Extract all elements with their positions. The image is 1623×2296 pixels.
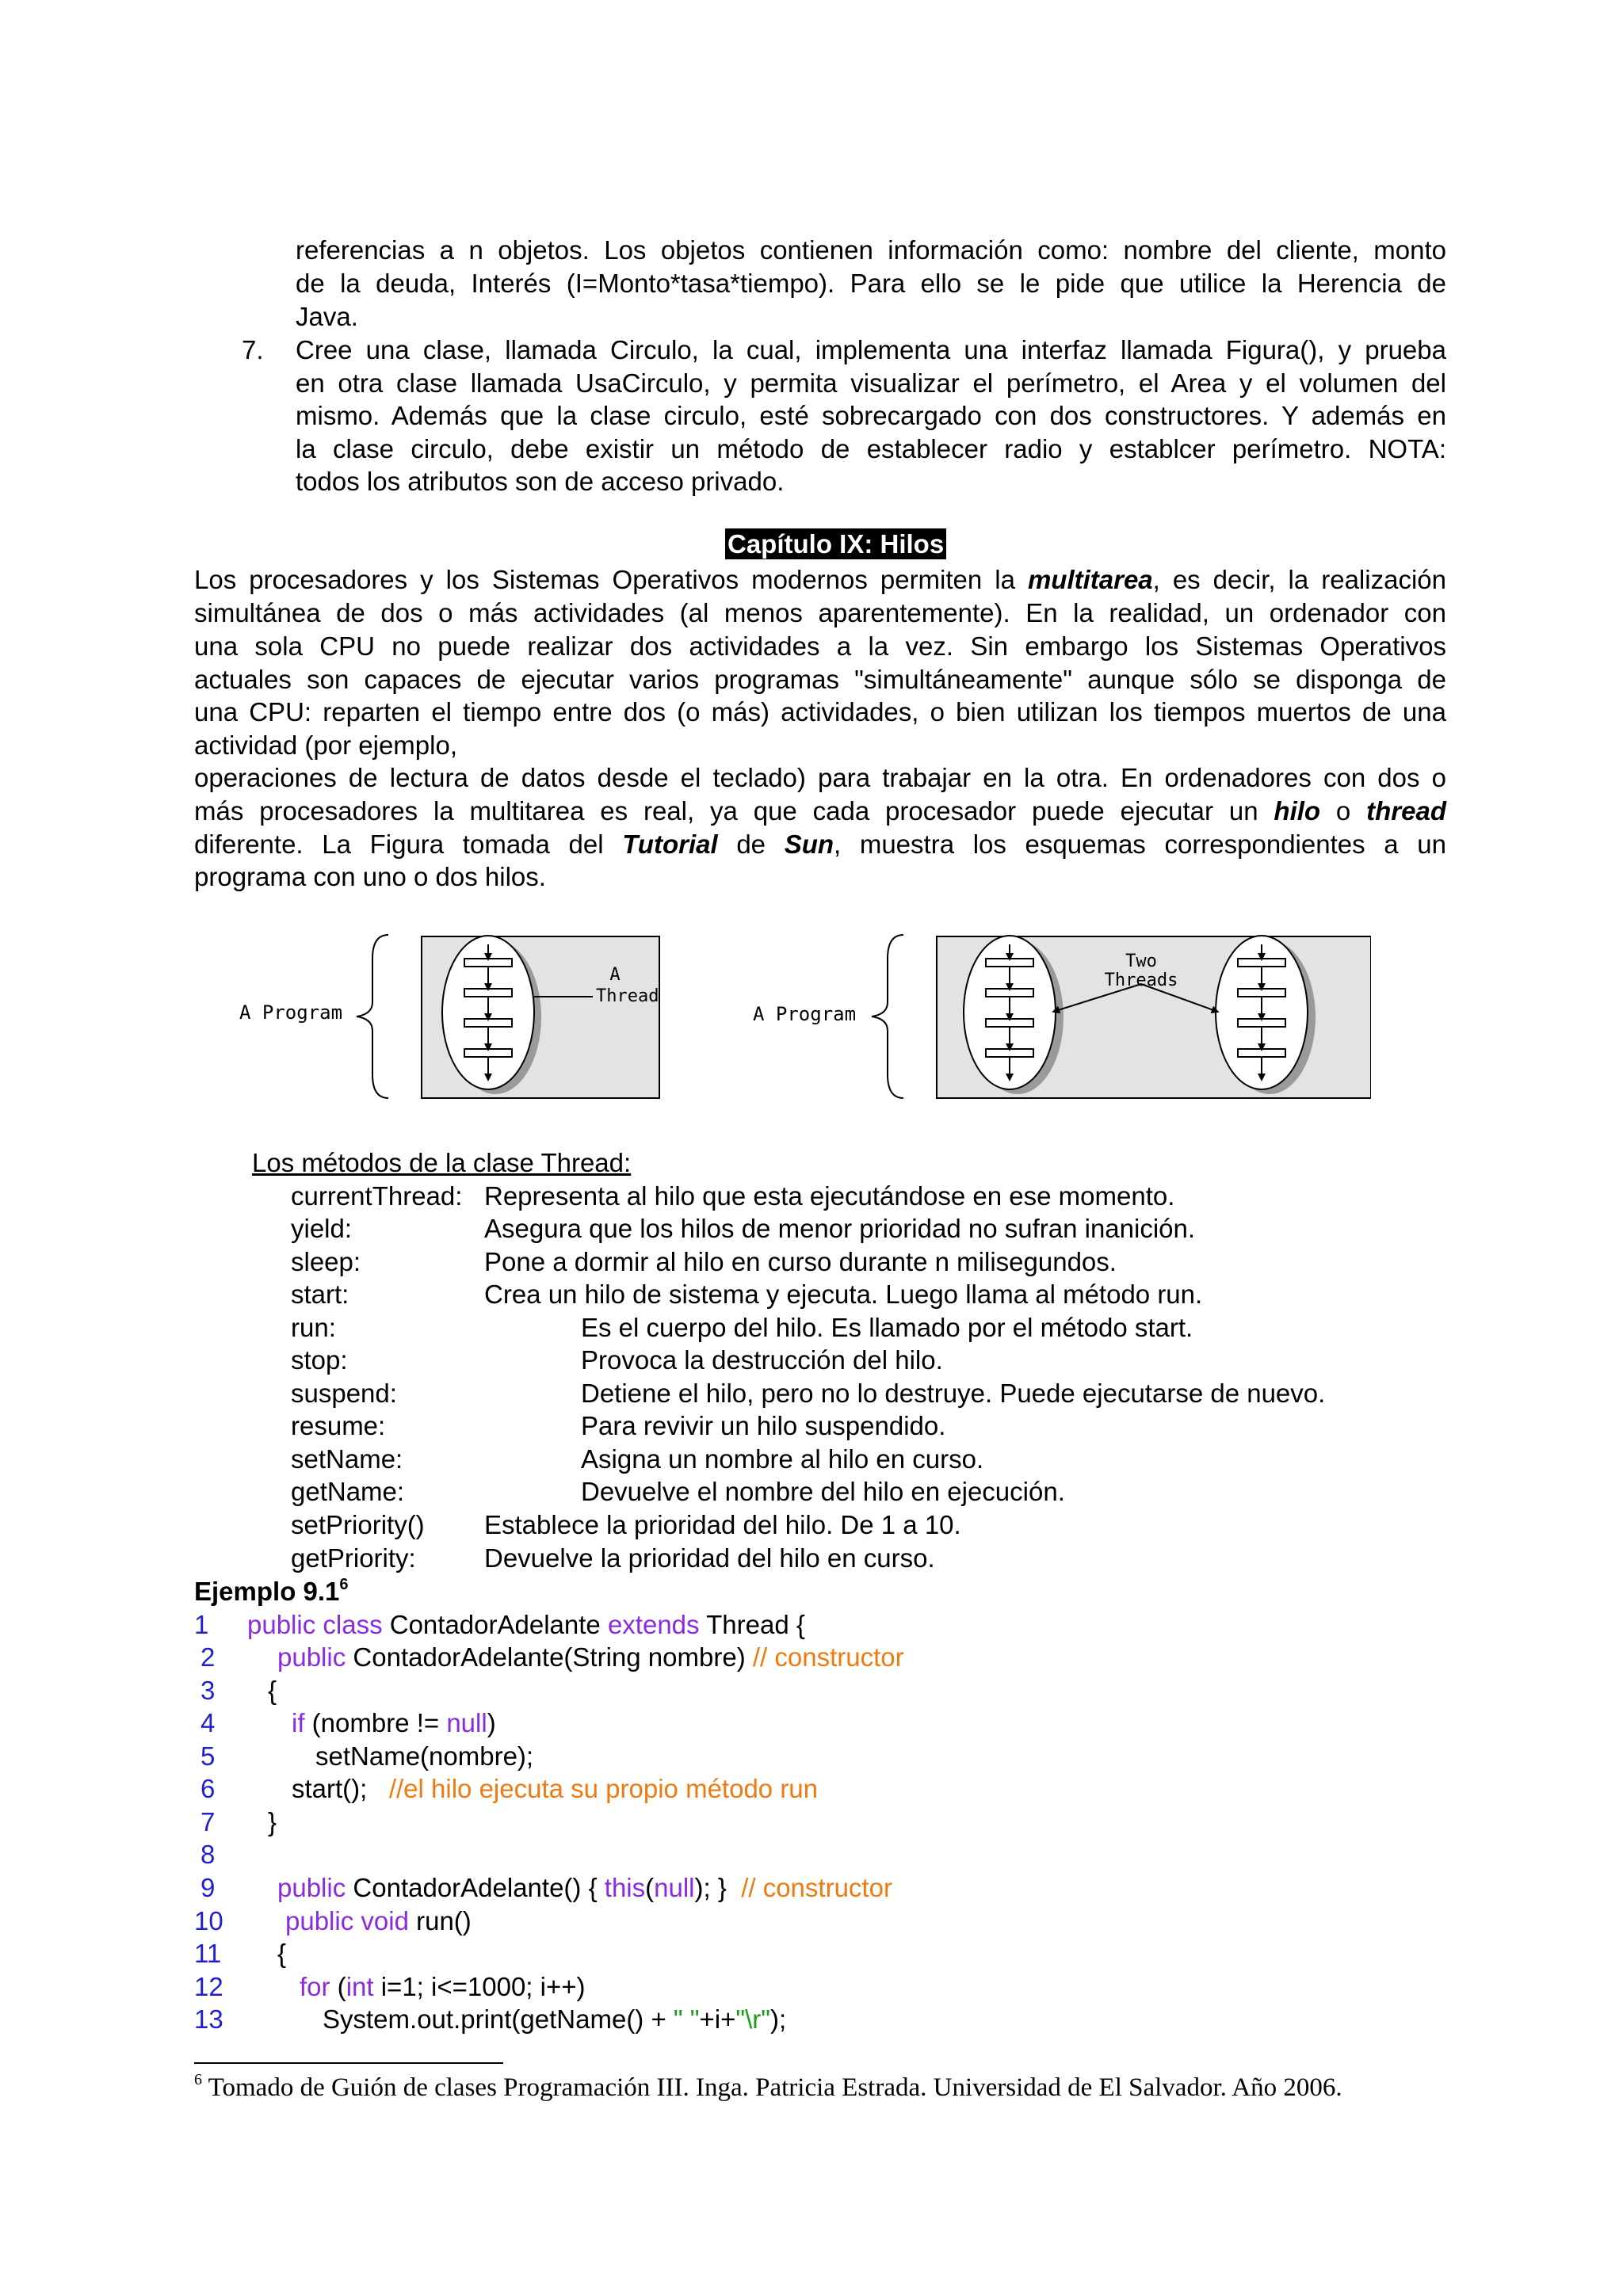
code-line-number: 13 (194, 2004, 223, 2034)
method-name: yield: (291, 1214, 353, 1243)
two-threads-diagram (753, 935, 1371, 1098)
list-item-7-line: en otra clase llamada UsaCirculo, y permita visualizar el perímetro, el Area y el volumen del (296, 368, 1446, 398)
paragraph-line: operaciones de lectura de datos desde el teclado) para trabajar en la otra. En ordenadores con dos o (194, 763, 1446, 792)
method-description: Es el cuerpo del hilo. Es llamado por el método start. (581, 1313, 1193, 1342)
code-line: System.out.print(getName() + " "+i+"\r"); (323, 2004, 787, 2034)
method-name: start: (291, 1280, 349, 1309)
code-line-number: 4 (200, 1708, 216, 1737)
paragraph-line: actividad (por ejemplo, (194, 730, 457, 760)
left-thread-label-line2: Thread (596, 986, 659, 1006)
paragraph-line: una CPU: reparten el tiempo entre dos (o más) actividades, o bien utilizan los tiempos muertos de una (194, 697, 1446, 727)
footnote-separator (194, 2062, 503, 2064)
code-line: public ContadorAdelante(String nombre) // constructor (277, 1642, 904, 1672)
code-line-number: 8 (200, 1840, 216, 1869)
list-item-7-line: Cree una clase, llamada Circulo, la cual, implementa una interfaz llamada Figura(), y prueba (296, 335, 1446, 364)
right-program-label: A Program (753, 1003, 857, 1025)
code-line-number: 11 (194, 1939, 222, 1968)
methods-title: Los métodos de la clase Thread: (252, 1148, 632, 1177)
example-title: Ejemplo $9.1^6$ (194, 1576, 349, 1606)
list-item-6-line: de la deuda, Interés (I=Monto*tasa*tiempo). Para ello se le pide que utilice la Herencia de (296, 269, 1446, 298)
method-description: Devuelve la prioridad del hilo en curso. (484, 1543, 935, 1573)
list-item-7-line: todos los atributos son de acceso privado. (296, 467, 785, 496)
method-name: getPriority: (291, 1543, 416, 1573)
method-description: Pone a dormir al hilo en curso durante n milisegundos. (484, 1247, 1117, 1276)
method-name: stop: (291, 1345, 348, 1375)
code-line: setName(nombre); (315, 1741, 534, 1771)
right-brace (872, 935, 903, 1098)
method-name: getName: (291, 1477, 405, 1506)
method-name: setPriority() (291, 1510, 425, 1539)
method-description: Crea un hilo de sistema y ejecuta. Luego llama al método run. (484, 1280, 1203, 1309)
left-program-label: A Program (239, 1001, 343, 1024)
code-line-number: 6 (200, 1774, 216, 1803)
list-item-6-line: referencias a n objetos. Los objetos contienen información como: nombre del cliente, monto (296, 235, 1446, 265)
method-name: resume: (291, 1411, 386, 1440)
paragraph-line: programa con uno o dos hilos. (194, 862, 546, 891)
code-line: start(); //el hilo ejecuta su propio método run (292, 1774, 819, 1803)
code-line-number: 12 (194, 1972, 223, 2001)
method-name: currentThread: (291, 1181, 463, 1211)
method-description: Detiene el hilo, pero no lo destruye. Puede ejecutarse de nuevo. (581, 1379, 1326, 1408)
method-name: sleep: (291, 1247, 361, 1276)
code-line-number: 10 (194, 1906, 223, 1936)
chapter-heading: Capítulo IX: Hilos (725, 528, 946, 559)
single-thread-diagram (239, 935, 659, 1098)
footnote: $^6$ Tomado de Guión de clases Programación III. Inga. Patricia Estrada. Universidad de El Salvador. Año 2006. (194, 2071, 1342, 2102)
code-line: public ContadorAdelante() { this(null); } // constructor (277, 1873, 892, 1902)
paragraph-line: una sola CPU no puede realizar dos actividades a la vez. Sin embargo los Sistemas Operativos (194, 631, 1446, 661)
code-line: { (277, 1939, 287, 1968)
paragraph-line: simultánea de dos o más actividades (al menos aparentemente). En la realidad, un ordenador con (194, 598, 1446, 627)
list-item-number: 7. (242, 335, 264, 364)
list-item-7-line: la clase circulo, debe existir un método de establecer radio y establcer perímetro. NOTA: (296, 434, 1446, 463)
code-line: public class ContadorAdelante extends Thread { (247, 1610, 805, 1639)
method-description: Devuelve el nombre del hilo en ejecución. (581, 1477, 1065, 1506)
method-description: Asegura que los hilos de menor prioridad no sufran inanición. (484, 1214, 1196, 1243)
code-line-number: 9 (200, 1873, 216, 1902)
code-line: if (nombre != null) (292, 1708, 496, 1737)
method-description: Establece la prioridad del hilo. De 1 a 10. (484, 1510, 961, 1539)
footnote-ref: 6 (339, 1576, 349, 1593)
list-item-6-line: Java. (296, 302, 358, 331)
left-thread-label-line1: A (609, 965, 621, 985)
code-line-number: 7 (200, 1807, 216, 1836)
right-threads-label-line2: Threads (1104, 971, 1178, 990)
list-item-7-line: mismo. Además que la clase circulo, esté sobrecargado con dos constructores. Y además en (296, 401, 1446, 430)
paragraph-line: Los procesadores y los Sistemas Operativos modernos permiten la multitarea, es decir, la realización (194, 565, 1446, 594)
footnote-number: 6 (194, 2071, 202, 2088)
threads-figure (230, 927, 1371, 1109)
method-name: run: (291, 1313, 336, 1342)
code-line-number: 5 (200, 1741, 216, 1771)
paragraph-line: diferente. La Figura tomada del Tutorial de Sun, muestra los esquemas correspondientes a un (194, 830, 1446, 859)
method-name: setName: (291, 1444, 403, 1474)
method-description: Para revivir un hilo suspendido. (581, 1411, 946, 1440)
code-line-number: 1 (194, 1610, 209, 1639)
code-line: public void run() (285, 1906, 472, 1936)
paragraph-line: más procesadores la multitarea es real, ya que cada procesador puede ejecutar un hilo o thread (194, 796, 1446, 826)
method-description: Asigna un nombre al hilo en curso. (581, 1444, 984, 1474)
left-brace (357, 935, 388, 1098)
code-line: for (int i=1; i<=1000; i++) (300, 1972, 586, 2001)
code-line: } (268, 1807, 277, 1836)
method-name: suspend: (291, 1379, 397, 1408)
method-description: Provoca la destrucción del hilo. (581, 1345, 943, 1375)
code-line: { (268, 1676, 277, 1705)
paragraph-line: actuales son capaces de ejecutar varios programas "simultáneamente" aunque sólo se disponga de (194, 665, 1446, 694)
method-description: Representa al hilo que esta ejecutándose en ese momento. (484, 1181, 1175, 1211)
code-line-number: 3 (200, 1676, 216, 1705)
code-line-number: 2 (200, 1642, 216, 1672)
right-threads-label-line1: Two (1125, 952, 1157, 971)
